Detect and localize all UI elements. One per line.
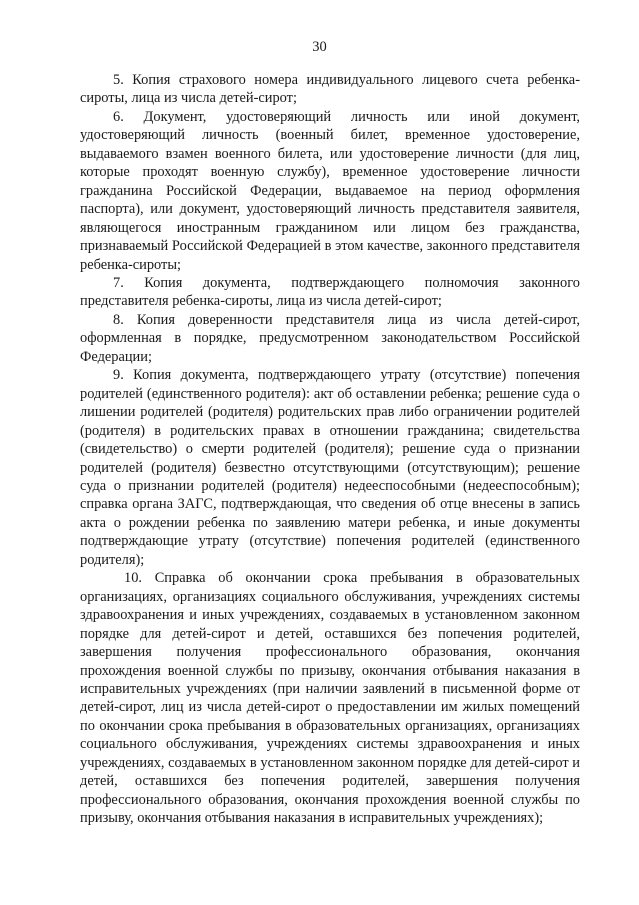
paragraph-10: 10. Справка об окончании срока пребывания в образовательных организациях, организациях социального обслуживания, учреждениях системы здравоохранения и иных учреждениях, создаваемых в установленном законном порядке для детей-сирот и детей, оставшихся без попечения родителей, завершения получения профессионального образования, окончания прохождения военной службы по призыву, окончания отбывания наказания в исправительных учреждениях (при наличии заявлений в письменной форме от детей-сирот, лиц из числа детей-сирот о предоставлении им жилых помещений по окончании срока пребывания в образовательных организациях, организациях социального обслуживания, учреждениях системы здравоохранения и иных учреждениях, создаваемых в установленном законном порядке для детей-сирот и детей, оставшихся без попечения родителей, завершения получения профессионального образования, окончания прохождения военной службы по призыву, окончания отбывания наказания в исправительных учреждениях); [80,570,580,827]
document-body [80,71,580,828]
paragraph-8: 8. Копия доверенности представителя лица из числа детей-сирот, оформленная в порядке, предусмотренном законодательством Российской Федерации; [80,311,580,365]
paragraph-6: 6. Документ, удостоверяющий личность или иной документ, удостоверяющий личность (военный билет, временное удостоверение, выдаваемого взамен военного билета, или удостоверение личности (для лиц, которые проходят военную службу), временное удостоверение личности гражданина Российской Федерации, выдаваемое на период оформления паспорта), или документ, удостоверяющий личность представителя заявителя, являющегося иностранным гражданином или лицом без гражданства, признаваемый Российской Федерацией в этом качестве, законного представителя ребенка-сироты; [80,108,580,273]
paragraph-9: 9. Копия документа, подтверждающего утрату (отсутствие) попечения родителей (единственного родителя): акт об оставлении ребенка; решение суда о лишении родителей (родителя) родительских прав либо ограничении родителей (родителя) в родительских правах в отношении гражданина; свидетельства (свидетельство) о смерти родителей (родителя); решение суда о признании родителей (родителя) безвестно отсутствующими (отсутствующим); решение суда о признании родителей (родителя) недееспособными (недееспособным); справка органа ЗАГС, подтверждающая, что сведения об отце внесены в запись акта о рождении ребенка по заявлению матери ребенка, и иные документы подтверждающие утрату (отсутствие) попечения родителей (единственного родителя); [80,367,580,568]
paragraph-7: 7. Копия документа, подтверждающего полномочия законного представителя ребенка-сироты, лица из числа детей-сирот; [80,274,580,310]
paragraph-5: 5. Копия страхового номера индивидуального лицевого счета ребенка-сироты, лица из числа детей-сирот; [80,72,580,107]
page-number: 30 [312,39,327,55]
